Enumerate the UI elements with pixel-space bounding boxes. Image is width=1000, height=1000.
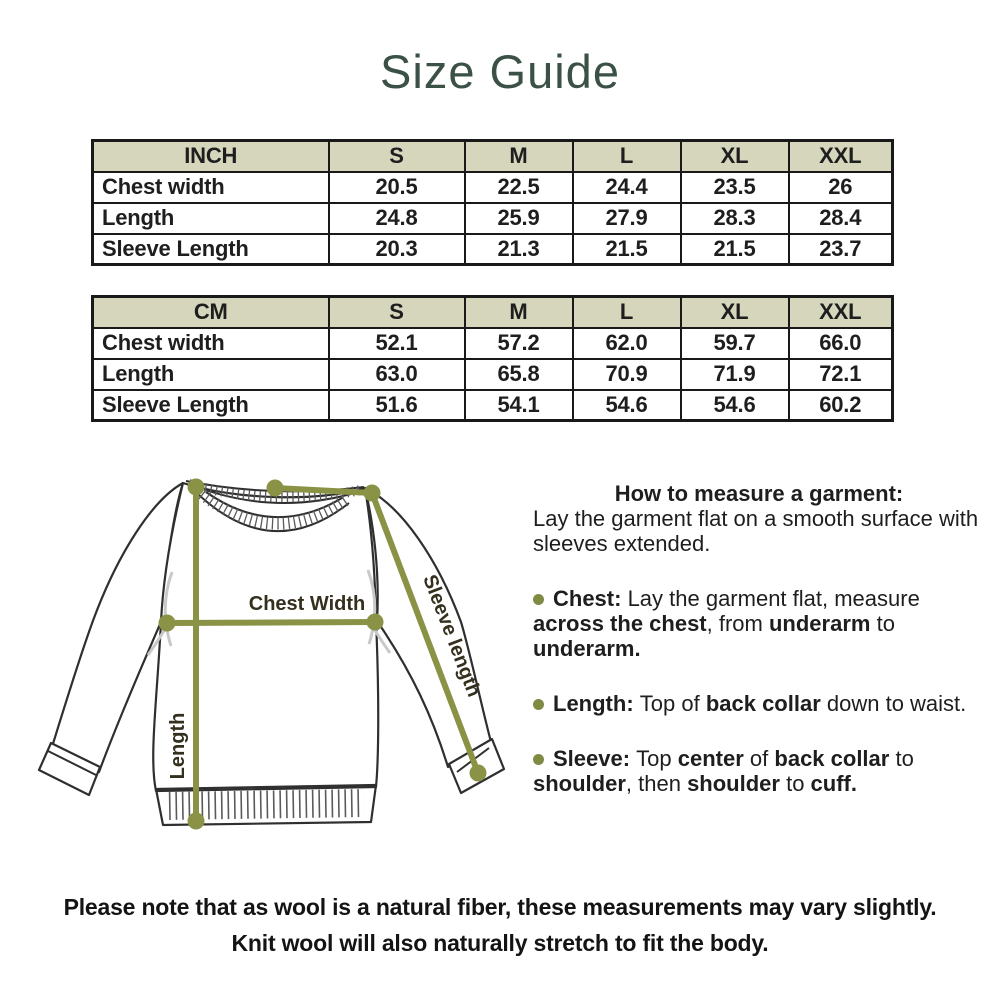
- bold-text: underarm: [768, 611, 871, 636]
- sleeve-length-label: Sleeve length: [418, 571, 485, 700]
- bullet-dot-icon: [533, 594, 544, 605]
- bullet-sleeve: [533, 746, 985, 796]
- measure-instructions: [533, 481, 985, 796]
- value-cell: 65.8: [465, 359, 573, 390]
- column-header: XL: [681, 297, 789, 328]
- row-label: Sleeve Length: [93, 234, 329, 265]
- bold-text: Length:: [553, 691, 640, 716]
- bold-text: underarm.: [533, 636, 641, 661]
- row-label: Length: [93, 359, 329, 390]
- value-cell: 21.5: [573, 234, 681, 265]
- value-cell: 70.9: [573, 359, 681, 390]
- garment-diagram: [20, 450, 520, 870]
- footer-line-1: Please note that as wool is a natural fiber, these measurements may vary slightly.: [63, 894, 937, 920]
- bold-text: center: [677, 746, 744, 771]
- table-header-row: [93, 297, 893, 328]
- value-cell: 27.9: [573, 203, 681, 234]
- bullet-chest: [533, 586, 985, 661]
- column-header: XL: [681, 141, 789, 172]
- value-cell: 22.5: [465, 172, 573, 203]
- value-cell: 72.1: [789, 359, 893, 390]
- text: , then: [625, 771, 688, 796]
- text: to: [779, 771, 811, 796]
- value-cell: 66.0: [789, 328, 893, 359]
- bold-text: Sleeve:: [553, 746, 637, 771]
- value-cell: 52.1: [329, 328, 465, 359]
- bullet-sleeve-text: [533, 746, 914, 796]
- text: of: [743, 746, 775, 771]
- value-cell: 51.6: [329, 390, 465, 421]
- value-cell: 23.7: [789, 234, 893, 265]
- value-cell: 20.3: [329, 234, 465, 265]
- table-row: [93, 203, 893, 234]
- chest-width-label: Chest Width: [248, 593, 366, 615]
- value-cell: 23.5: [681, 172, 789, 203]
- row-label: Sleeve Length: [93, 390, 329, 421]
- bullet-length-text: [553, 691, 966, 716]
- text: down to waist.: [820, 691, 967, 716]
- value-cell: 25.9: [465, 203, 573, 234]
- table-row: [93, 172, 893, 203]
- value-cell: 57.2: [465, 328, 573, 359]
- value-cell: 21.3: [465, 234, 573, 265]
- bullet-dot-icon: [533, 699, 544, 710]
- bold-text: shoulder: [533, 771, 626, 796]
- value-cell: 54.6: [573, 390, 681, 421]
- value-cell: 54.6: [681, 390, 789, 421]
- bullet-chest-text: [533, 586, 920, 661]
- bullet-length: [533, 691, 985, 716]
- column-header: M: [465, 141, 573, 172]
- column-header: L: [573, 297, 681, 328]
- table-row: [93, 390, 893, 421]
- footer-note: [0, 889, 1000, 961]
- column-header: XXL: [789, 141, 893, 172]
- text: to: [870, 611, 895, 636]
- text: , from: [706, 611, 769, 636]
- value-cell: 71.9: [681, 359, 789, 390]
- column-header: INCH: [93, 141, 329, 172]
- text: Top: [636, 746, 678, 771]
- row-label: Chest width: [93, 328, 329, 359]
- value-cell: 24.8: [329, 203, 465, 234]
- text: to: [889, 746, 914, 771]
- column-header: CM: [93, 297, 329, 328]
- text: Lay the garment flat, measure: [627, 586, 920, 611]
- length-label: Length: [167, 712, 189, 780]
- bold-text: back collar: [705, 691, 821, 716]
- bold-text: back collar: [774, 746, 890, 771]
- table-header-row: [93, 141, 893, 172]
- table-row: [93, 328, 893, 359]
- row-label: Chest width: [93, 172, 329, 203]
- column-header: L: [573, 141, 681, 172]
- value-cell: 60.2: [789, 390, 893, 421]
- value-cell: 28.4: [789, 203, 893, 234]
- value-cell: 21.5: [681, 234, 789, 265]
- bold-text: cuff.: [810, 771, 857, 796]
- value-cell: 28.3: [681, 203, 789, 234]
- value-cell: 24.4: [573, 172, 681, 203]
- bold-text: shoulder: [687, 771, 780, 796]
- size-table-cm: [91, 295, 894, 422]
- value-cell: 26: [789, 172, 893, 203]
- bold-text: Chest:: [553, 586, 628, 611]
- size-table-inch: [91, 139, 894, 266]
- row-label: Length: [93, 203, 329, 234]
- column-header: S: [329, 141, 465, 172]
- table-row: [93, 234, 893, 265]
- table-row: [93, 359, 893, 390]
- page-title: Size Guide: [380, 45, 620, 98]
- value-cell: 62.0: [573, 328, 681, 359]
- value-cell: 54.1: [465, 390, 573, 421]
- value-cell: 63.0: [329, 359, 465, 390]
- column-header: XXL: [789, 297, 893, 328]
- value-cell: 59.7: [681, 328, 789, 359]
- instructions-intro: Lay the garment flat on a smooth surface with sleeves extended.: [533, 506, 979, 556]
- column-header: S: [329, 297, 465, 328]
- column-header: M: [465, 297, 573, 328]
- value-cell: 20.5: [329, 172, 465, 203]
- bullet-dot-icon: [533, 754, 544, 765]
- text: Top of: [639, 691, 706, 716]
- instructions-heading: How to measure a garment:: [614, 481, 904, 506]
- footer-line-2: Knit wool will also naturally stretch to fit the body.: [231, 930, 769, 956]
- bold-text: across the chest: [533, 611, 707, 636]
